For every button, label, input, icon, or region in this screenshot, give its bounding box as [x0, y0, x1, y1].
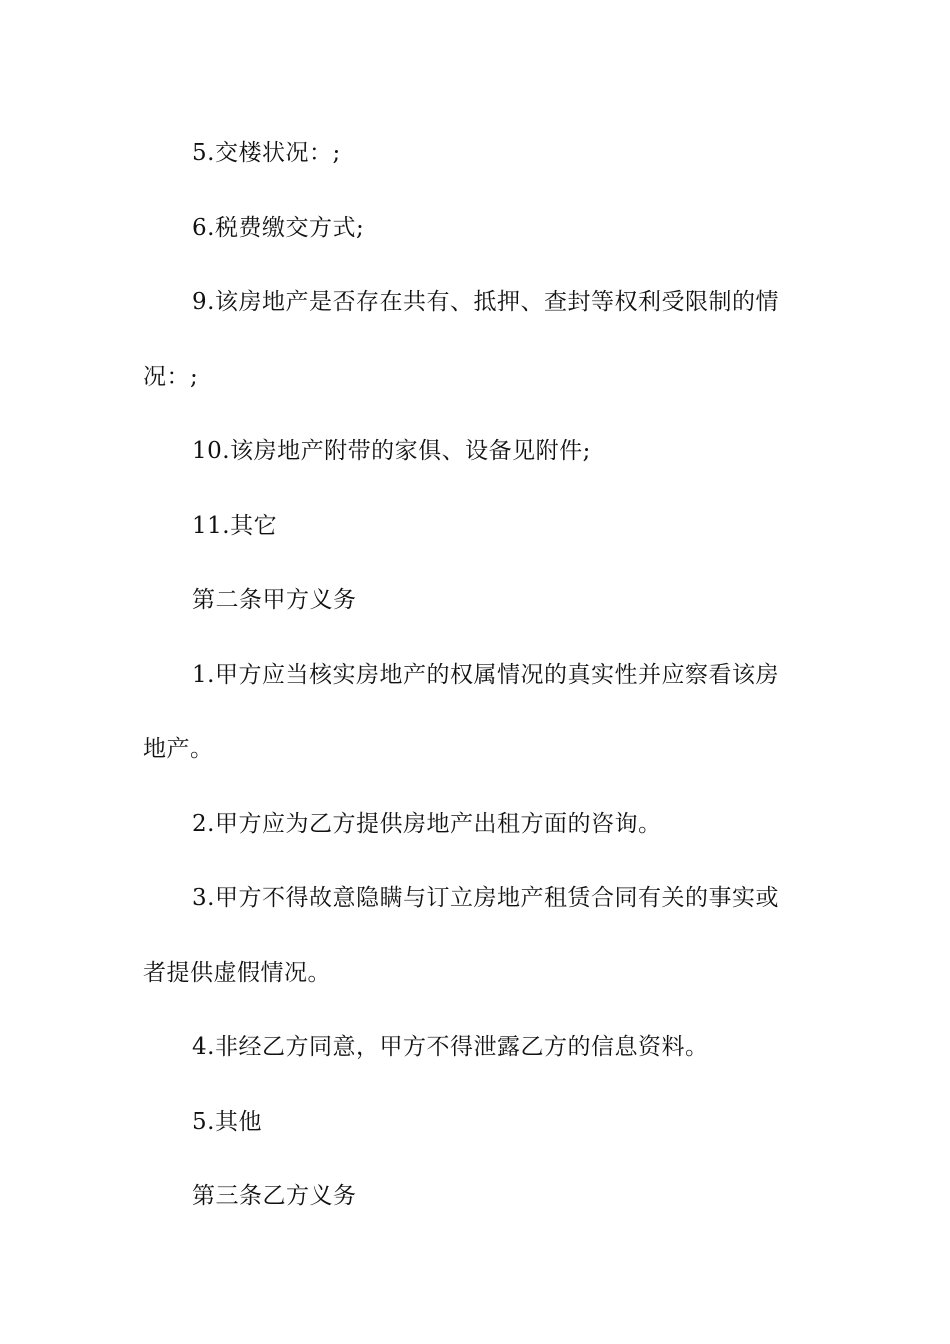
section-heading: 第三条乙方义务 [192, 1183, 357, 1209]
paragraph-line: 2.甲方应为乙方提供房地产出租方面的咨询。 [192, 811, 662, 837]
paragraph-line: 11.其它 [192, 513, 278, 539]
paragraph-line: 3.甲方不得故意隐瞒与订立房地产租赁合同有关的事实或 [192, 885, 779, 911]
paragraph-line: 5.交楼状况：; [192, 140, 341, 166]
paragraph-line: 地产。 [143, 736, 214, 762]
paragraph-line: 10.该房地产附带的家俱、设备见附件; [192, 438, 591, 464]
paragraph-line: 1.甲方应当核实房地产的权属情况的真实性并应察看该房 [192, 662, 779, 688]
paragraph-line: 况：; [143, 364, 199, 390]
section-heading: 第二条甲方义务 [192, 587, 357, 613]
paragraph-line: 5.其他 [192, 1109, 262, 1135]
paragraph-line: 9.该房地产是否存在共有、抵押、查封等权利受限制的情 [192, 289, 779, 315]
paragraph-line: 4.非经乙方同意，甲方不得泄露乙方的信息资料。 [192, 1034, 709, 1060]
paragraph-line: 者提供虚假情况。 [143, 960, 331, 986]
paragraph-line: 6.税费缴交方式; [192, 215, 365, 241]
